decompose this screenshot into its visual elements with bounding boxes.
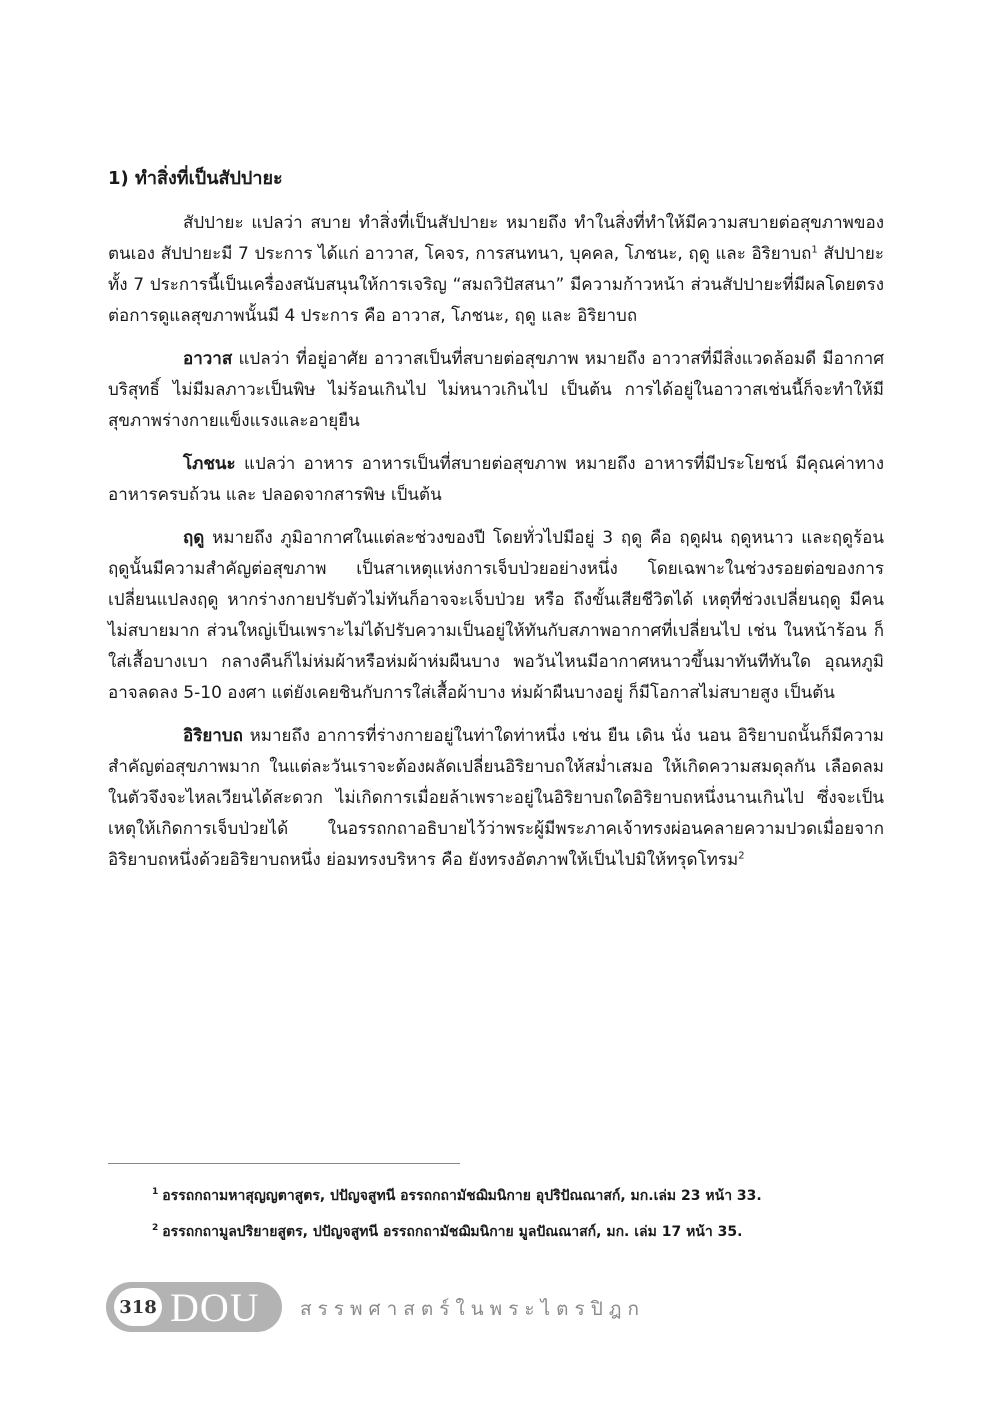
footnote-ref-2[interactable]: 2 bbox=[738, 850, 745, 862]
paragraph-awas bbox=[108, 344, 884, 437]
footnote-text: อรรถกถามหาสุญญตาสูตร, ปปัญจสูทนี อรรถกถามัชฌิมนิกาย อุปริปัณณาสก์, มก.เล่ม 23 หน้า 33. bbox=[162, 1188, 762, 1204]
dou-logo: DOU bbox=[170, 1284, 260, 1330]
book-title: สรรพศาสตร์ในพระไตรปิฎก bbox=[300, 1298, 646, 1320]
footnotes bbox=[152, 1186, 892, 1258]
term-awas: อาวาส bbox=[183, 348, 233, 369]
footnote-divider bbox=[108, 1163, 460, 1164]
footnote-number: 1 bbox=[152, 1187, 159, 1198]
term-phochana: โภชนะ bbox=[183, 453, 236, 474]
footnote-ref-1[interactable]: 1 bbox=[811, 244, 818, 256]
paragraph-phochana bbox=[108, 449, 884, 511]
section-heading: 1) ทำสิ่งที่เป็นสัปปายะ bbox=[108, 168, 283, 189]
iriyabot-text: หมายถึง อาการที่ร่างกายอยู่ในท่าใดท่าหนึ่ง เช่น ยืน เดิน นั่ง นอน อิริยาบถนั้นก็มีความสำคัญต่อสุขภาพมาก ในแต่ละวันเราจะต้องผลัดเปลี่ยนอิริยาบถให้สม่ำเสมอ ให้เกิดความสมดุลกัน เลือดลมในตัวจึงจะไหลเวียนได้สะดวก ไม่เกิดการเมื่อยล้าเพราะอยู่ในอิริยาบถใดอิริยาบถหนึ่งนานเกินไป ซึ่งจะเป็นเหตุให้เกิดการเจ็บป่วยได้ ในอรรถกถาอธิบายไว้ว่าพระผู้มีพระภาคเจ้าทรงผ่อนคลายความปวดเมื่อยจากอิริยาบถหนึ่งด้วยอิริยาบถหนึ่ง ย่อมทรงบริหาร คือ ยังทรงอัตภาพให้เป็นไปมิให้ทรุดโทรม bbox=[108, 725, 884, 870]
footnote-1 bbox=[152, 1186, 892, 1206]
phochana-text: แปลว่า อาหาร อาหารเป็นที่สบายต่อสุขภาพ หมายถึง อาหารที่มีประโยชน์ มีคุณค่าทางอาหารครบถ้วน และ ปลอดจากสารพิษ เป็นต้น bbox=[108, 453, 884, 505]
paragraph-rudu bbox=[108, 523, 884, 709]
awas-text: แปลว่า ที่อยู่อาศัย อาวาสเป็นที่สบายต่อสุขภาพ หมายถึง อาวาสที่มีสิ่งแวดล้อมดี มีอากาศบริสุทธิ์ ไม่มีมลภาวะเป็นพิษ ไม่ร้อนเกินไป ไม่หนาวเกินไป เป็นต้น การได้อยู่ในอาวาสเช่นนี้ก็จะทำให้มีสุขภาพร่างกายแข็งแรงและอายุยืน bbox=[108, 348, 884, 431]
term-iriyabot: อิริยาบถ bbox=[183, 725, 243, 746]
intro-text-a: สัปปายะ แปลว่า สบาย ทำสิ่งที่เป็นสัปปายะ หมายถึง ทำในสิ่งที่ทำให้มีความสบายต่อสุขภาพของตนเอง สัปปายะมี 7 ประการ ได้แก่ อาวาส, โคจร, การสนทนา, บุคคล, โภชนะ, ฤดู และ อิริยาบถ bbox=[108, 212, 884, 264]
rudu-text: หมายถึง ภูมิอากาศในแต่ละช่วงของปี โดยทั่วไปมีอยู่ 3 ฤดู คือ ฤดูฝน ฤดูหนาว และฤดูร้อน ฤดูนั้นมีความสำคัญต่อสุขภาพ เป็นสาเหตุแห่งการเจ็บป่วยอย่างหนึ่ง โดยเฉพาะในช่วงรอยต่อของการเปลี่ยนแปลงฤดู หากร่างกายปรับตัวไม่ทันก็อาจจะเจ็บป่วย หรือ ถึงขั้นเสียชีวิตได้ เหตุที่ช่วงเปลี่ยนฤดู มีคนไม่สบายมาก ส่วนใหญ่เป็นเพราะไม่ได้ปรับความเป็นอยู่ให้ทันกับสภาพอากาศที่เปลี่ยนไป เช่น ในหน้าร้อน ก็ใส่เสื้อบางเบา กลางคืนก็ไม่ห่มผ้าหรือห่มผ้าห่มผืนบาง พอวันไหนมีอากาศหนาวขึ้นมาทันทีทันใด อุณหภูมิอาจลดลง 5-10 องศา แต่ยังเคยชินกับการใส่เสื้อผ้าบาง ห่มผ้าผืนบางอยู่ ก็มีโอกาสไม่สบายสูง เป็นต้น bbox=[108, 527, 884, 703]
footnote-number: 2 bbox=[152, 1223, 159, 1234]
term-rudu: ฤดู bbox=[183, 527, 205, 548]
footnote-text: อรรถกถามูลปริยายสูตร, ปปัญจสูทนี อรรถกถามัชฌิมนิกาย มูลปัณณาสก์, มก. เล่ม 17 หน้า 35. bbox=[162, 1224, 743, 1240]
paragraph-iriyabot bbox=[108, 721, 884, 876]
footer-badge bbox=[106, 1282, 282, 1332]
main-content bbox=[108, 165, 884, 888]
paragraph-intro bbox=[108, 208, 884, 332]
footnote-2 bbox=[152, 1222, 892, 1242]
page-number: 318 bbox=[114, 1288, 162, 1326]
intro-text-b: สัปปายะทั้ง 7 ประการนี้เป็นเครื่องสนับสนุนให้การเจริญ “สมถวิปัสสนา” มีความก้าวหน้า ส่วนสัปปายะที่มีผลโดยตรงต่อการดูแลสุขภาพนั้นมี 4 ประการ คือ อาวาส, โภชนะ, ฤดู และ อิริยาบถ bbox=[108, 243, 884, 326]
